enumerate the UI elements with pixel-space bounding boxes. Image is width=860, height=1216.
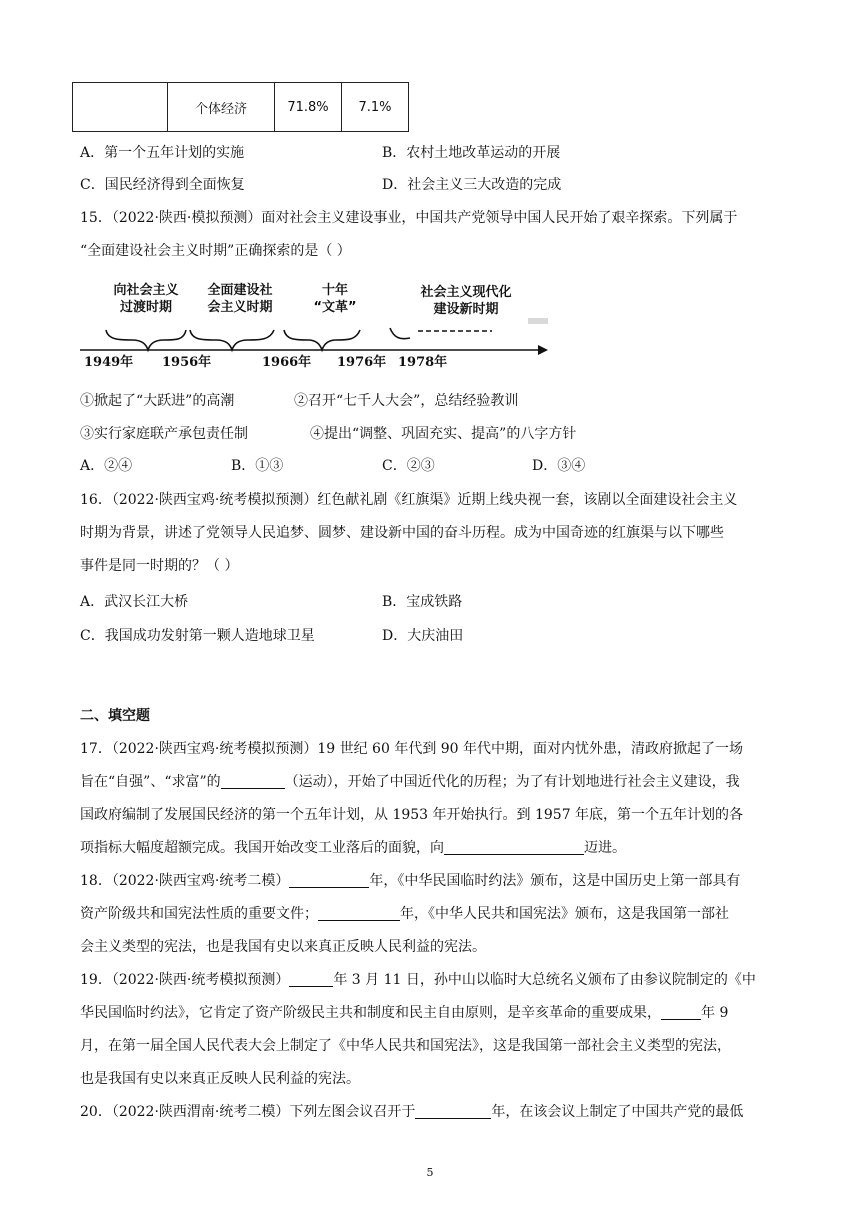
table-cell-empty: [73, 83, 168, 132]
q15-stem-line-2: “全面建设社会主义时期”正确探索的是（ ）: [80, 243, 351, 259]
q16-option-b: B．宝成铁路: [382, 594, 463, 610]
q16-stem-line-3: 事件是同一时期的？（ ）: [80, 558, 239, 574]
timeline-year-1966: 1966年: [262, 355, 312, 370]
timeline-gray-mark: [528, 318, 548, 324]
q19-line-1: 19．（2022·陕西·统考模拟预测） 年 3 月 11 日，孙中山以临时大总统名义颁布了由参议院制定的《中: [80, 972, 756, 988]
table-cell-type: 个体经济: [168, 83, 275, 132]
q15-item-2: ②召开“七千人大会”，总结经验教训: [294, 393, 519, 409]
q17-blank-2[interactable]: [444, 838, 584, 855]
q15-item-1: ①掀起了“大跃进”的高潮: [80, 393, 235, 409]
q15-option-c: C．②③: [382, 458, 435, 474]
timeline-year-1978: 1978年: [398, 355, 448, 370]
q19-line-4: 也是我国有史以来真正反映人民利益的宪法。: [80, 1071, 360, 1087]
economy-table: [72, 82, 409, 132]
timeline-brace-3: [284, 330, 360, 350]
timeline-year-1956: 1956年: [162, 355, 212, 370]
table-cell-value-1: 71.8%: [275, 83, 342, 132]
q16-option-a: A．武汉长江大桥: [80, 594, 189, 610]
timeline-brace-2: [190, 330, 274, 350]
q16-stem-line-1: 16．（2022·陕西宝鸡·统考模拟预测）红色献礼剧《红旗渠》近期上线央视一套，该剧以全面建设社会主义: [80, 492, 738, 508]
timeline-brace-1: [106, 330, 186, 350]
q15-option-d: D．③④: [532, 458, 586, 474]
q19-line-2: 华民国临时约法》，它肯定了资产阶级民主共和制度和民主自由原则，是辛亥革命的重要成果， 年 9: [80, 1005, 729, 1021]
q18-line-2: 资产阶级共和国宪法性质的重要文件； 年，《中华人民共和国宪法》颁布，这是我国第一部社: [80, 906, 729, 922]
timeline-arrow-head: [538, 345, 548, 355]
q14-option-a: A．第一个五年计划的实施: [80, 145, 245, 161]
q17-line-1: 17．（2022·陕西宝鸡·统考模拟预测）19 世纪 60 年代到 90 年代中期，面对内忧外患，清政府掀起了一场: [80, 741, 744, 757]
q15-option-a: A．②④: [80, 458, 133, 474]
table-row: [73, 83, 409, 132]
timeline-axis: [80, 318, 550, 358]
timeline-period-4: 社会主义现代化 建设新时期: [420, 285, 512, 317]
timeline-year-1976: 1976年: [337, 355, 387, 370]
q17-blank-1[interactable]: [221, 772, 285, 789]
q16-option-d: D．大庆油田: [382, 628, 464, 644]
q18-line-1: 18．（2022·陕西宝鸡·统考二模） 年，《中华民国临时约法》颁布，这是中国历史上第一部具有: [80, 873, 741, 889]
timeline-year-1949: 1949年: [84, 355, 134, 370]
q14-option-b: B．农村土地改革运动的开展: [382, 145, 561, 161]
q15-item-4: ④提出“调整、巩固充实、提高”的八字方针: [310, 426, 577, 442]
table-cell-value-2: 7.1%: [342, 83, 409, 132]
q20-blank-1[interactable]: [415, 1102, 491, 1119]
q14-option-d: D．社会主义三大改造的完成: [382, 177, 562, 193]
q19-blank-2[interactable]: [661, 1003, 701, 1020]
q19-blank-1[interactable]: [289, 970, 333, 987]
q18-line-3: 会主义类型的宪法，也是我国有史以来真正反映人民利益的宪法。: [80, 939, 486, 955]
timeline-period-1: 向社会主义 过渡时期: [113, 283, 179, 315]
page-number: 5: [426, 1166, 434, 1179]
q20-line-1: 20．（2022·陕西渭南·统考二模）下列左图会议召开于 年，在该会议上制定了中国共产党的最低: [80, 1104, 744, 1120]
q14-option-c: C．国民经济得到全面恢复: [80, 177, 245, 193]
q15-option-b: B．①③: [231, 458, 284, 474]
q17-line-3: 国政府编制了发展国民经济的第一个五年计划，从 1953 年开始执行。到 1957 年底，第一个五年计划的各: [80, 807, 744, 823]
timeline-period-2: 全面建设社 会主义时期: [207, 283, 273, 315]
q16-stem-line-2: 时期为背景，讲述了党领导人民追梦、圆梦、建设新中国的奋斗历程。成为中国奇迹的红旗渠与以下哪些: [80, 525, 724, 541]
q18-blank-2[interactable]: [318, 904, 400, 921]
section-title-fill-blank: 二、填空题: [80, 708, 150, 724]
q17-line-4: 项指标大幅度超额完成。我国开始改变工业落后的面貌，向 迈进。: [80, 840, 626, 856]
q18-blank-1[interactable]: [289, 871, 369, 888]
q17-line-2: 旨在“自强”、“求富”的 （运动），开始了中国近代化的历程；为了有计划地进行社会主义建设，我: [80, 774, 740, 790]
q15-stem-line-1: 15．（2022·陕西·模拟预测）面对社会主义建设事业，中国共产党领导中国人民开始了艰辛探索。下列属于: [80, 210, 738, 226]
q15-item-3: ③实行家庭联产承包责任制: [80, 426, 248, 442]
timeline-brace-4: [390, 328, 410, 339]
q16-option-c: C．我国成功发射第一颗人造地球卫星: [80, 628, 315, 644]
timeline-period-3: 十年 “文革”: [313, 283, 357, 315]
q19-line-3: 月，在第一届全国人民代表大会上制定了《中华人民共和国宪法》，这是我国第一部社会主义类型的宪法，: [80, 1038, 731, 1054]
